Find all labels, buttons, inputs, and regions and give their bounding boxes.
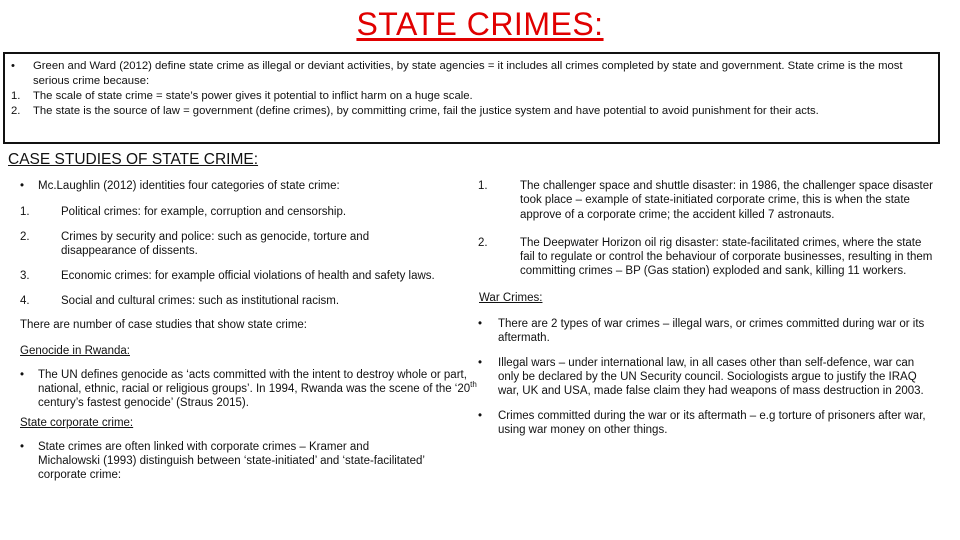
right-column bbox=[478, 179, 938, 437]
war-text: There are 2 types of war crimes – illegal wars, or crimes committed during war or its aftermath. bbox=[498, 318, 925, 345]
number-marker: 3. bbox=[20, 270, 30, 282]
bullet-marker: • bbox=[20, 180, 25, 192]
intro-item bbox=[11, 59, 930, 89]
list-item bbox=[478, 409, 938, 438]
war-text: Crimes committed during the war or its aftermath – e.g torture of prisoners after war, using war money on other things. bbox=[498, 409, 926, 436]
number-marker: 2. bbox=[20, 231, 30, 243]
intro-text: The scale of state crime = state’s power gives it potential to inflict harm on a huge scale. bbox=[33, 90, 473, 102]
category-item bbox=[20, 269, 490, 283]
category-text: Social and cultural crimes: such as institutional racism. bbox=[61, 295, 340, 307]
number-marker: 4. bbox=[20, 295, 30, 307]
category-text: Political crimes: for example, corruption and censorship. bbox=[61, 206, 347, 218]
number-marker: 1. bbox=[478, 180, 488, 192]
example-item bbox=[478, 236, 938, 279]
page-title: STATE CRIMES: bbox=[356, 6, 604, 42]
list-item bbox=[478, 356, 938, 399]
number-marker: 2. bbox=[478, 236, 488, 249]
war-text: Illegal wars – under international law, in all cases other than self-defence, war can only be declared by the UN Security council. Sociologists argue to justify the IRAQ war, UK and USA, made false claim they had weapons of mass destruction in 2003. bbox=[498, 356, 924, 398]
bullet-marker: • bbox=[478, 409, 483, 422]
category-item bbox=[20, 230, 490, 258]
number-marker: 1. bbox=[20, 206, 30, 218]
war-crimes-heading: War Crimes: bbox=[479, 291, 543, 304]
bullet-marker: • bbox=[20, 441, 25, 453]
example-text: The challenger space and shuttle disaster: in 1986, the challenger space disaster took place – example of state-initiated corporate crime, this is when the state approve of a corporate crime; the accident killed 7 astronauts. bbox=[520, 180, 933, 221]
case-studies-line: There are number of case studies that show state crime: bbox=[20, 319, 307, 331]
corporate-text: State crimes are often linked with corporate crimes – Kramer and Michalowski (1993) distinguish between ‘state-initiated’ and ‘state-facilitated’ corporate crime: bbox=[38, 441, 425, 481]
example-text: The Deepwater Horizon oil rig disaster: state-facilitated crimes, where the state fail to regulate or control the behaviour of corporate businesses, resulting in them committing crimes – BP (Gas station) exploded and sank, killing 11 workers. bbox=[520, 236, 933, 278]
intro-box bbox=[3, 52, 940, 144]
genocide-text: The UN defines genocide as ‘acts committed with the intent to destroy whole or part, national, ethnic, racial or religious groups’. In 1994, Rwanda was the scene of the ‘20th century’s fastest genocide’ (Straus 2015). bbox=[38, 369, 477, 409]
example-item bbox=[478, 179, 938, 222]
list-item bbox=[20, 440, 490, 482]
category-text: Crimes by security and police: such as genocide, torture and disappearance of dissents. bbox=[61, 231, 370, 257]
case-studies-heading: CASE STUDIES OF STATE CRIME: bbox=[8, 151, 259, 168]
bullet-marker: • bbox=[20, 369, 25, 381]
list-item bbox=[20, 368, 490, 410]
category-item bbox=[20, 205, 490, 219]
left-column bbox=[20, 179, 490, 482]
bullet-marker: • bbox=[478, 356, 483, 369]
number-marker: 2. bbox=[11, 105, 21, 117]
list-text: Mc.Laughlin (2012) identities four categories of state crime: bbox=[38, 180, 340, 192]
list-item bbox=[478, 317, 938, 346]
intro-text: The state is the source of law = government (define crimes), by committing crime, fail the justice system and have potential to avoid punishment for their acts. bbox=[33, 105, 819, 117]
genocide-heading: Genocide in Rwanda: bbox=[20, 345, 130, 357]
number-marker: 1. bbox=[11, 90, 21, 102]
intro-item bbox=[11, 104, 930, 119]
intro-text: Green and Ward (2012) define state crime as illegal or deviant activities, by state agencies = it includes all crimes completed by state and government. State crime is the most serious crime because: bbox=[33, 60, 903, 87]
corporate-heading: State corporate crime: bbox=[20, 417, 134, 429]
bullet-marker: • bbox=[478, 318, 483, 331]
bullet-marker: • bbox=[11, 60, 15, 72]
category-text: Economic crimes: for example official violations of health and safety laws. bbox=[61, 270, 435, 282]
list-item bbox=[20, 179, 490, 193]
category-item bbox=[20, 294, 490, 308]
intro-item bbox=[11, 89, 930, 104]
